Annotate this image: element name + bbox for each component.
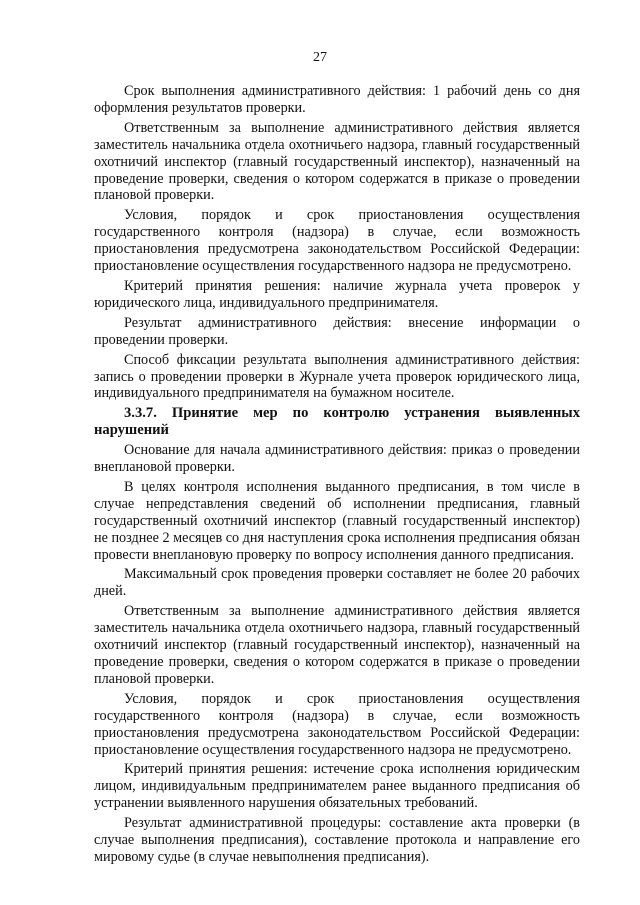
- paragraph-responsible: Ответственным за выполнение административного действия является заместитель начальника отдела охотничьего надзора, главный государственный охотничий инспектор (главный государственный инспектор), назначенный на проведение проверки, сведения о котором содержатся в приказе о проведении плановой проверки.: [94, 119, 580, 204]
- paragraph-decision-criterion: Критерий принятия решения: наличие журнала учета проверок у юридического лица, индивидуального предпринимателя.: [94, 277, 580, 311]
- section-paragraph-basis: Основание для начала административного действия: приказ о проведении внеплановой проверки.: [94, 442, 580, 476]
- section-paragraph-responsible: Ответственным за выполнение административного действия является заместитель начальника отдела охотничьего надзора, главный государственный охотничий инспектор (главный государственный инспектор), назначенный на проведение проверки, сведения о котором содержатся в приказе о проведении плановой проверки.: [94, 603, 580, 687]
- section-paragraph-control-purpose: В целях контроля исполнения выданного предписания, в том числе в случае непредставления сведений об исполнении предписания, главный государственный охотничий инспектор (главный государственный инспектор) не позднее 2 месяцев со дня наступления срока исполнения предписания обязан провести внеплановую проверку по вопросу исполнения данного предписания.: [94, 478, 580, 563]
- section-paragraph-suspension-conditions: Условия, порядок и срок приостановления осуществления государственного контроля (надзора) в случае, если возможность приостановления предусмотрена законодательством Российской Федерации: приостановление осуществления государственного надзора не предусмотрено.: [94, 690, 580, 758]
- page-number: 27: [313, 50, 327, 65]
- paragraph-suspension-conditions: Условия, порядок и срок приостановления осуществления государственного контроля (надзора) в случае, если возможность приостановления предусмотрена законодательством Российской Федерации: приостановление осуществления государственного надзора не предусмотрено.: [94, 207, 580, 275]
- section-heading: 3.3.7. Принятие мер по контролю устранения выявленных нарушений: [94, 405, 580, 439]
- section-paragraph-max-duration: Максимальный срок проведения проверки составляет не более 20 рабочих дней.: [94, 566, 580, 600]
- section-paragraph-result: Результат административной процедуры: составление акта проверки (в случае выполнения предписания), составление протокола и направление его мировому судье (в случае невыполнения предписания).: [94, 815, 580, 865]
- paragraph-recording-method: Способ фиксации результата выполнения административного действия: запись о проведении проверки в Журнале учета проверок юридического лица, индивидуального предпринимателя на бумажном носителе.: [94, 351, 580, 402]
- paragraph-result: Результат административного действия: внесение информации о проведении проверки.: [94, 314, 580, 348]
- paragraph-deadline: Срок выполнения административного действия: 1 рабочий день со дня оформления результатов проверки.: [94, 83, 580, 116]
- section-paragraph-decision-criterion: Критерий принятия решения: истечение срока исполнения юридическим лицом, индивидуальным предпринимателем ранее выданного предписания об устранении выявленного нарушения обязательных требований.: [94, 761, 580, 812]
- document-body: [94, 83, 580, 869]
